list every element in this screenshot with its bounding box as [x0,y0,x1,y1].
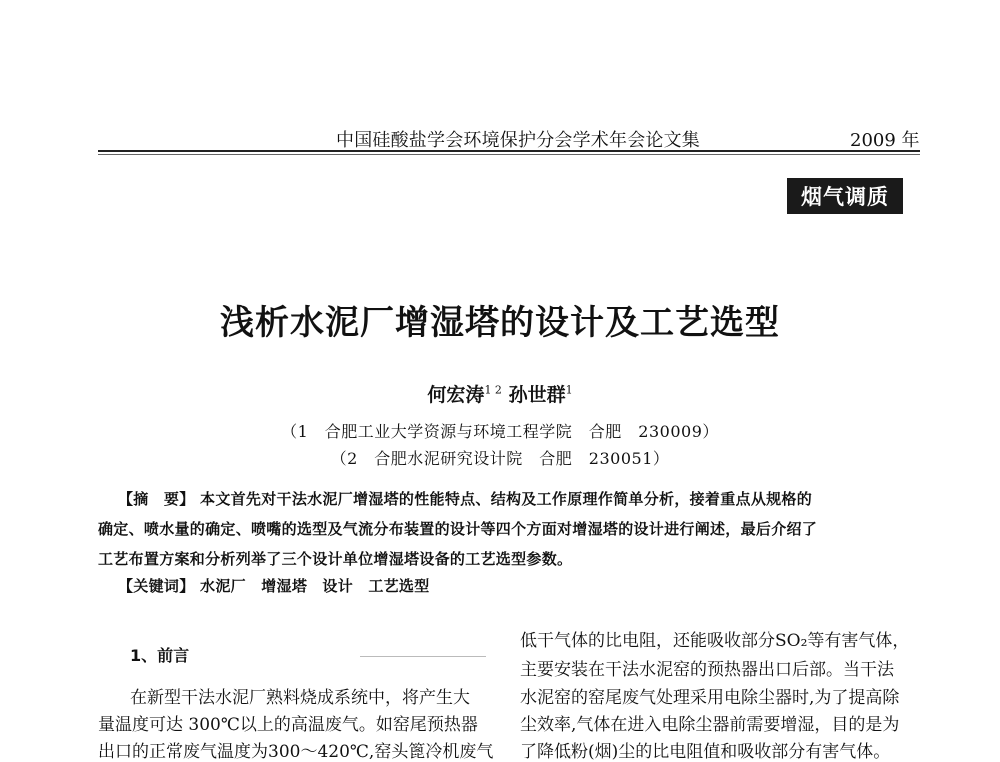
abstract-line: 确定、喷水量的确定、喷嘴的选型及气流分布装置的设计等四个方面对增湿塔的设计进行阐述，最后介绍了 [98,520,818,538]
right-column-line: 水泥窑的窑尾废气处理采用电除尘器时,为了提高除 [520,688,900,708]
affiliation-1: （1 合肥工业大学资源与环境工程学院 合肥 230009） [281,422,719,441]
author-name: 何宏涛 [427,384,485,406]
authors-line [0,380,1000,407]
author-name: 孙世群 [508,384,566,406]
abstract-line: 【摘 要】 本文首先对干法水泥厂增湿塔的性能特点、结构及工作原理作简单分析，接着重点从规格的 [118,490,813,508]
running-header-title: 中国硅酸盐学会环境保护分会学术年会论文集 [336,130,700,151]
section-heading: 1、前言 [130,646,190,665]
paper-title: 浅析水泥厂增湿塔的设计及工艺选型 [220,303,780,343]
author-affil-marker: 1 2 [484,383,502,397]
header-rule [98,150,920,152]
section-tag: 烟气调质 [787,178,903,214]
affiliation-2: （2 合肥水泥研究设计院 合肥 230051） [330,449,670,468]
keywords-line: 【关键词】 水泥厂 增湿塔 设计 工艺选型 [118,577,430,595]
divider [360,656,486,657]
right-column-line: 主要安装在干法水泥窑的预热器出口后部。当干法 [520,660,894,680]
author-affil-marker: 1 [565,383,573,397]
running-header-year: 2009 年 [850,130,920,151]
right-column-line: 尘效率,气体在进入电除尘器前需要增湿，目的是为 [520,715,900,735]
right-column-line: 低干气体的比电阻，还能吸收部分SO₂等有害气体， [520,631,910,651]
left-column-line: 在新型干法水泥厂熟料烧成系统中，将产生大 [130,688,470,708]
right-column-line: 了降低粉(烟)尘的比电阻值和吸收部分有害气体。 [520,742,891,762]
abstract-line: 工艺布置方案和分析列举了三个设计单位增湿塔设备的工艺选型参数。 [98,550,573,568]
left-column-line: 出口的正常废气温度为300～420℃,窑头篦冷机废气 [98,742,494,762]
header-rule-thin [98,154,920,155]
left-column-line: 量温度可达 300℃以上的高温废气。如窑尾预热器 [98,715,478,735]
